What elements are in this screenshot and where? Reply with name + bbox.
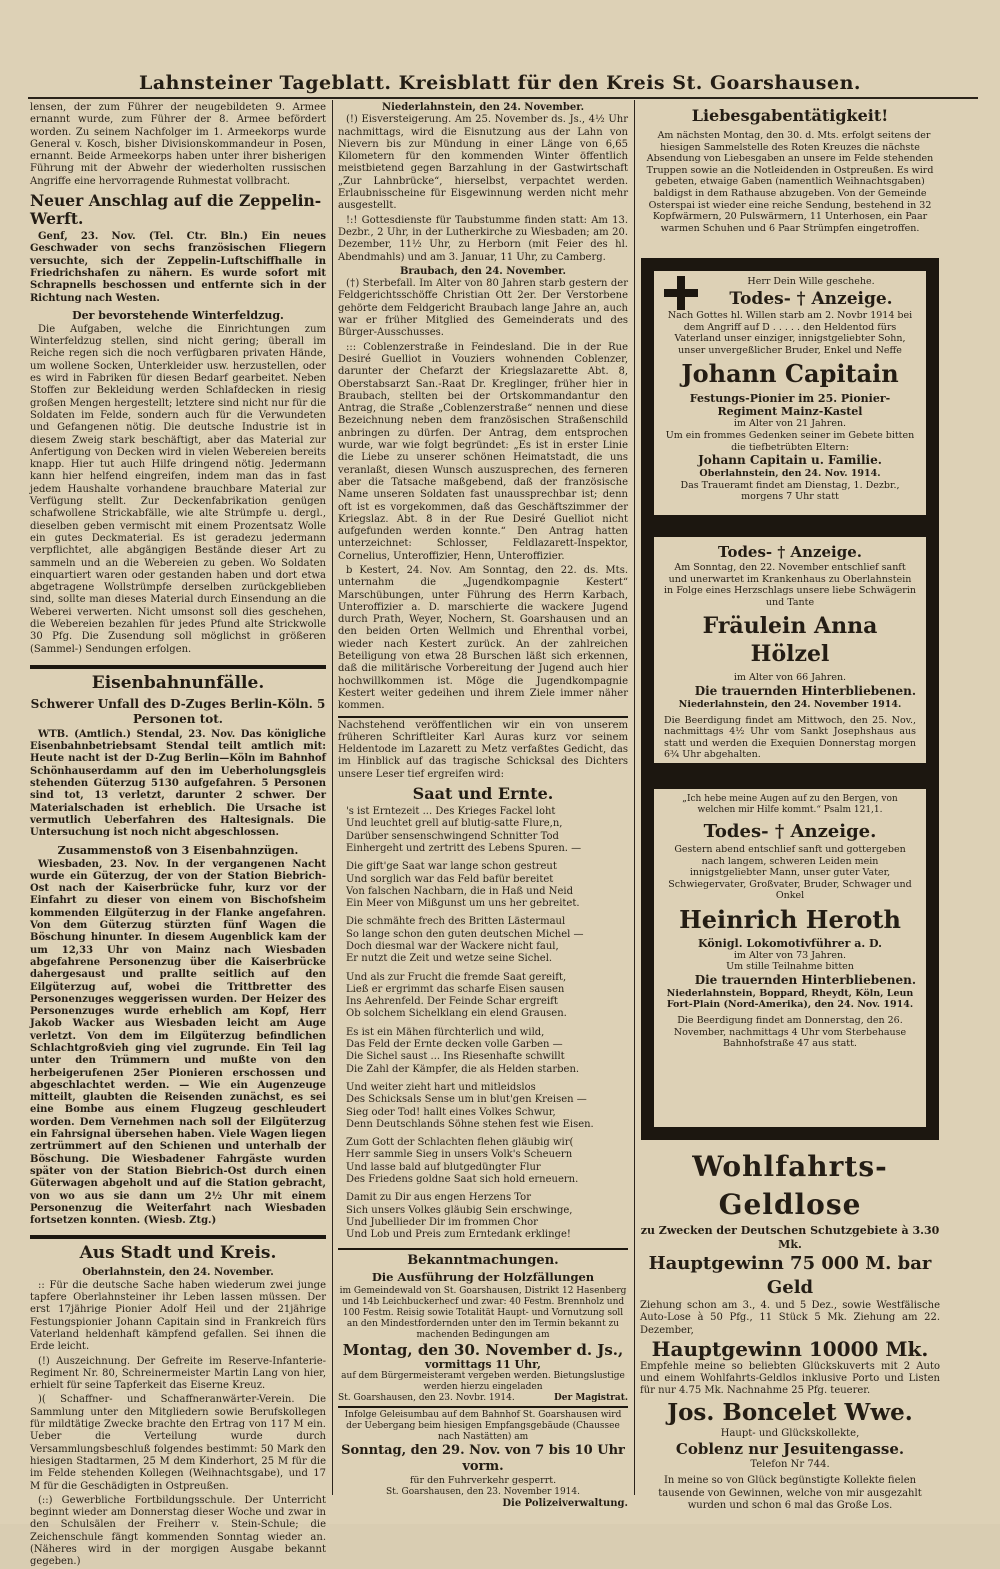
obit-1-header: [664, 276, 916, 310]
notice-1-place: auf dem Bürgermeisteramt vergeben werden. Bietungslustige werden hierzu eingeladen: [341, 1370, 625, 1392]
obit-3-request: Um stille Teilnahme bitten: [726, 961, 854, 973]
obit-1-place: Oberlahnstein, den 24. Nov. 1914.: [699, 468, 881, 480]
poem-line: Es ist ein Mähen fürchterlich und wild,: [346, 1026, 545, 1038]
masthead-rule: [28, 97, 978, 99]
poem-intro: Nachstehend veröffentlichen wir ein von unserem früheren Schriftleiter Karl Auras kurz vor seinem Heldentode im Lazarett zu Metz verfaßtes Gedicht, das im Hinblick auf das tragische Schicksal des Dichters unsere Leser tief ergreifen wird:: [338, 719, 628, 780]
firm-phone: Telefon Nr 744.: [750, 1459, 830, 1471]
obit-3-rank: Königl. Lokomotivführer a. D.: [698, 936, 882, 950]
dateline-oberlahnstein: Oberlahnstein, den 24. November.: [82, 1267, 274, 1279]
poem-line: Ein Meer von Mißgunst um uns her gebreitet.: [346, 898, 580, 910]
poem-line: Und als zur Frucht die fremde Saat gereift,: [346, 971, 567, 983]
dateline-braubach: Braubach, den 24. November.: [399, 265, 566, 277]
section-rule-2: [30, 1231, 326, 1239]
lottery-title: Wohlfahrts-Geldlose: [692, 1150, 888, 1221]
notice-1-signoff: St. Goarshausen, den 23. Novbr. 1914.: [338, 1392, 515, 1403]
news-kestert: b Kestert, 24. Nov. Am Sonntag, den 22. ds. Mts. unternahm die „Jugendkompagnie Kestert“ Marschübungen, unter Führung des Herrn Karbach, Unteroffizier a. D. marschierte die wackere Jugend durch Prath, Weyer, Nochern, St. Goarshausen und an den beiden Orten Wellmich und Ehrenthal vorbei, wieder nach Kestert zurück. An der zahlreichen Beteiligung von etwa 28 Burschen läßt sich erkennen, daß die militärische Vorbereitung der Jugend auch hier hochwillkommen ist. Möge die Jugendkompagnie Kestert weiter gedeihen und ihrem Ziele immer näher kommen.: [338, 564, 628, 712]
poem-line: Er nutzt die Zeit und wetze seine Sichel.: [346, 953, 553, 965]
notice-1-title: Die Ausführung der Holzfällungen: [371, 1269, 595, 1284]
masthead: Lahnsteiner Tageblatt. Kreisblatt für den Kreis St. Goarshausen.: [138, 72, 862, 94]
poem-stanza: [346, 806, 628, 855]
obit-3-motto: „Ich hebe meine Augen auf zu den Bergen, von welchen mir Hilfe kommt.“ Psalm 121,1.: [682, 794, 898, 815]
local-news-4: (::) Gewerbliche Fortbildungsschule. Der Unterricht beginnt wieder am Donnerstag dieser Woche und zwar in den Schulsälen der Freiherr v. Stein-Schule; die Zeichenschule fängt kommenden Sonntag wieder an. (Näheres wird in der morgigen Ausgabe bekannt gegeben.): [30, 1494, 326, 1568]
section-local: Aus Stadt und Kreis.: [79, 1243, 277, 1264]
poem-line: Sich unsers Volkes gläubig Sein erschwinge,: [346, 1204, 573, 1216]
poem-line: Einhergeht und zertritt des Lebens Spuren. —: [346, 842, 582, 854]
article-winter: Die Aufgaben, welche die Einrichtungen zum Winterfeldzug stellen, sind nicht gering; überall im Reiche regen sich die noch verfügbaren privaten Hände, um wollene Socken, Unterkleider usw. herzustellen, oder es wird in Fabriken für diesen Bedarf gearbeitet. Neben Stoffen zur Bekleidung werden Schlafdecken in riesig großen Mengen hergestellt; letztere sind nicht nur für die Soldaten im Felde, sondern auch für die Verwundeten und Gefangenen nötig. Die deutsche Industrie ist in diesem Zweig stark beschäftigt, aber das Material zur Anfertigung von Decken wird in vielen Webereien bereits knapp. Hier tut auch Hilfe dringend nötig. Jedermann kann hier helfend eingreifen, indem man das in fast jedem Haushalte vorhandene brauchbare Material zur Verfügung stellt. Zur Deckenfabrikation genügen schafwollene Strickabfälle, wie alte Strümpfe u. dergl., dieselben geben vermischt mit einem Prozentsatz Wolle ein gutes Deckmaterial. Es ist geradezu jedermann verpflichtet, alle abgängigen Bestände dieser Art zu sammeln und an die Webereien zu geben. Wo Soldaten einquartiert waren oder gestanden haben und dort etwa abgetragene Wollstrümpfe derselben zurückgeblieben sind, sollte man dieses Material durch Einsendung an die Weberei verwerten. Nicht umsonst soll dies geschehen, die Webereien bezahlen für jedes Pfund alte Strickwolle 30 Pfg. Die Zusendung soll möglichst in größeren (Sammel-) Sendungen erfolgen.: [30, 323, 326, 655]
obit-3-title: Todes- † Anzeige.: [703, 821, 877, 842]
poem-line: Darüber sensenschwingend Schnitter Tod: [346, 830, 559, 842]
column-2: [338, 102, 628, 1510]
lottery-purpose: zu Zwecken der Deutschen Schutzgebiete à 3.30 Mk.: [640, 1224, 940, 1251]
poem-line: Die Zahl der Kämpfer, die als Helden starben.: [346, 1063, 580, 1075]
lottery-text-2: Empfehle meine so beliebten Glückskuverts mit 2 Auto und einem Wohlfahrts-Geldlos inklusive Porto und Listen für nur 4.75 Mk. Nachnahme 25 Pfg. teuerer.: [640, 1360, 940, 1397]
poem-line: 's ist Erntezeit ... Des Krieges Fackel loht: [346, 806, 556, 818]
notice-1-time: vormittags 11 Uhr,: [425, 1357, 541, 1371]
local-news-3: )( Schaffner- und Schaffneranwärter-Verein. Die Sammlung unter den Mitgliedern sowie Berufskollegen für mildtätige Zwecke brachte den Ertrag von 117 M ein. Ueber die Verteilung wurde durch Versammlungsbeschluß folgendes bestimmt: 50 Mark den hiesigen Stadtarmen, 25 M dem Kinderhort, 25 M für die im Felde stehenden Kollegen (Weihnachtsgabe), und 17 M für die Geschädigten in Ostpreußen.: [30, 1394, 326, 1492]
article-rail: WTB. (Amtlich.) Stendal, 23. Nov. Das königliche Eisenbahnbetriebsamt Stendal teilt amtlich mit: Heute nacht ist der D-Zug Berlin—Köln im Bahnhof Schönhauserdamm auf den im Ueberholungsgleis stehenden Güterzug 5130 aufgefahren. 5 Personen sind tot, 13 verletzt, darunter 2 schwer. Der Materialschaden ist erheblich. Die Ursache ist vermutlich Ueberfahren des Haltesignals. Die Untersuchung ist noch nicht abgeschlossen.: [30, 728, 326, 839]
column-1: [30, 102, 326, 1568]
headline-zeppelin: Neuer Anschlag auf die Zeppelin-Werft.: [30, 191, 322, 229]
obit-1-name: Johann Capitain: [681, 359, 899, 389]
news-coblenzerstrasse: ::: Coblenzerstraße in Feindesland. Die in der Rue Desiré Guelliot in Vouziers wohnenden Coblenzer, darunter der Chefarzt der Kriegslazarette Abt. 8, Oberstabsarzt San.-Raat Dr. Kreglinger, früher hier in Braubach, stellten bei der Ortskommandantur den Antrag, die Straße „Coblenzerstraße“ nennen und diese Bezeichnung neben dem französischen Straßenschild anbringen zu dürfen. Der Antrag, dem entsprochen wurde, war wie folgt begründet: „Es ist in erster Linie die Liebe zu unserer schönen Heimatstadt, die uns veranlaßt, diesen Wunsch auszusprechen, des ferneren aber die Tatsache maßgebend, daß der französische Name unseren Soldaten fast unaussprechbar ist; denn oft ist es vorgekommen, daß das Geschäftszimmer der Kriegslaz. Abt. 8 in der Rue Desiré Guelliot nicht aufgefunden werden konnte.“ Den Antrag hatten unterzeichnet: Schlosser, Feldlazarett-Inspektor, Cornelius, Unteroffizier, Henn, Unteroffizier.: [338, 341, 628, 562]
poem-line: Des Schicksals Sense um in blut'gen Kreisen —: [346, 1094, 587, 1106]
poem-line: Ließ er ergrimmt das scharfe Eisen sausen: [346, 983, 565, 995]
column-3: [640, 102, 940, 252]
poem-title: Saat und Ernte.: [412, 784, 554, 804]
obit-1-title: Todes- † Anzeige.: [729, 288, 893, 309]
firm-subtitle: Haupt- und Glückskollekte,: [720, 1427, 860, 1439]
poem-line: Die gift'ge Saat war lange schon gestreut: [346, 861, 557, 873]
poem-body: [338, 806, 628, 1242]
headline-collision: Zusammenstoß von 3 Eisenbahnzügen.: [57, 843, 299, 857]
lottery-ad: [640, 1148, 940, 1511]
poem-stanza: [346, 861, 628, 910]
poem-line: Die schmähte frech des Britten Lästermaul: [346, 916, 566, 928]
notice-rule: [338, 1406, 628, 1408]
column-rule-left: [332, 100, 333, 1495]
news-death: (†) Sterbefall. Im Alter von 80 Jahren starb gestern der Feldgerichtsschöffe Christian Ott 2er. Der Verstorbene gehörte dem Feldgericht Braubach lange Jahre an, auch war er früher Mitglied des Gemeinderats und des Bürger-Ausschusses.: [338, 278, 628, 339]
poem-stanza: [346, 1082, 628, 1131]
poem-line: Und sorglich war das Feld bafür bereitet: [346, 873, 554, 885]
poem-line: Denn Deutschlands Söhne stehen fest wie Eisen.: [346, 1118, 594, 1130]
article-intro: lensen, der zum Führer der neugebildeten 9. Armee ernannt wurde, zum Führer der 8. Armee befördert worden. Zu seinem Nachfolger im 1. Armeekorps wurde General v. Kosch, bisher Divisionskommandeur in Posen, ernannt. Beide Armeekorps haben unter ihrer bisherigen Führung mit der Abwehr der wiederholten russischen Angriffe eine hervorragende Ruhmestat vollbracht.: [30, 102, 326, 187]
headline-rail: Schwerer Unfall des D-Zuges Berlin-Köln. 5 Personen tot.: [30, 696, 326, 726]
news-services: !:! Gottesdienste für Taubstumme finden statt: Am 13. Dezbr., 2 Uhr, in der Lutherkirche zu Wiesbaden; am 20. Dezember, 11½ Uhr, zu Herborn (mit Feier des hl. Abendmahls) und am 3. Januar, 11 Uhr, zu Camberg.: [338, 214, 628, 263]
obit-1-text: Nach Gottes hl. Willen starb am 2. Novbr 1914 bei dem Angriff auf D . . . . . den Heldentod fürs Vaterland unser einziger, innigstgeliebter Sohn, unser unvergeßlicher Bruder, Enkel und Neffe: [667, 310, 913, 356]
section-rail: Eisenbahnunfälle.: [91, 672, 265, 693]
lottery-second-prize: Hauptgewinn 10000 Mk.: [651, 1336, 929, 1361]
section-rule: [30, 660, 326, 669]
column-rule-right: [634, 100, 635, 1495]
section-notices: Bekanntmachungen.: [407, 1252, 559, 1268]
poem-line: Ob solchem Sichelklang ein elend Grausen.: [346, 1008, 567, 1020]
obit-2-text: Am Sonntag, den 22. November entschlief sanft und unerwartet im Krankenhaus zu Oberlahnstein in Folge eines Herzschlags unsere liebe Schwägerin und Tante: [664, 562, 916, 608]
poem-line: Und lasse bald auf blutgedüngter Flur: [346, 1161, 541, 1173]
notice-2-authority: Die Polizeiverwaltung.: [502, 1498, 628, 1510]
poem-line: Das Feld der Ernte decken volle Garben —: [346, 1039, 563, 1051]
poem-stanza: [346, 1137, 628, 1186]
headline-charity: Liebesgabentätigkeit!: [691, 106, 889, 125]
poem-line: Sieg oder Tod! hallt eines Volkes Schwur,: [346, 1106, 556, 1118]
poem-line: Und weiter zieht hart und mitleidslos: [346, 1081, 536, 1093]
obituary-hoelzel: [641, 524, 939, 776]
poem-line: Und leuchtet grell auf blutig-satte Flure,n,: [346, 818, 563, 830]
firm-text: In meine so von Glück begünstigte Kollekte fielen tausende von Gewinnen, welche von mir ausgezahlt wurden und schon 6 mal das Große Los.: [658, 1475, 922, 1511]
local-news-1: :: Für die deutsche Sache haben wiederum zwei junge tapfere Oberlahnsteiner ihr Leben lassen müssen. Der erst 17jährige Pionier Adolf Heil und der 21jährige Festungspionier Johann Capitain sind in Frankreich fürs Vaterland heldenhaft kämpfend gefallen. Sei ihnen die Erde leicht.: [30, 1279, 326, 1353]
article-charity: Am nächsten Montag, den 30. d. Mts. erfolgt seitens der hiesigen Sammelstelle des Roten Kreuzes die nächste Absendung von Liebesgaben an unsere im Felde stehenden Truppen sowie an die Notleidenden in Ostpreußen. Es wird gebeten, etwaige Gaben (namentlich Weihnachtsgaben) baldigst in dem Rathause abzugeben. Von der Gemeinde Osterspai ist wieder eine reiche Sendung, bestehend in 32 Kopfwärmern, 20 Pulswärmern, 11 Unterhosen, ein Paar warmen Schuhen und 6 Paar Strümpfen eingetroffen.: [646, 130, 934, 234]
obit-2-place: Niederlahnstein, den 24. November 1914.: [678, 698, 902, 710]
lottery-text: Ziehung schon am 3., 4. und 5 Dez., sowie Westfälische Auto-Lose à 50 Pfg., 11 Stück 5 Mk. Ziehung am 22. Dezember,: [640, 1300, 940, 1336]
poem-line: Zum Gott der Schlachten flehen gläubig wir(: [346, 1137, 574, 1149]
obit-1-rank: Festungs-Pionier im 25. Pionier-Regiment Mainz-Kastel: [689, 392, 891, 419]
obit-2-name: Fräulein Anna Hölzel: [702, 613, 878, 668]
firm-address: Coblenz nur Jesuitengasse.: [675, 1440, 905, 1459]
firm-name: Jos. Boncelet Wwe.: [667, 1398, 913, 1426]
notice-2-date: Sonntag, den 29. Nov. von 7 bis 10 Uhr vorm.: [341, 1442, 625, 1474]
lottery-main-prize: Hauptgewinn 75 000 M. bar Geld: [648, 1253, 932, 1298]
obit-2-service: Die Beerdigung findet am Mittwoch, den 25. Nov., nachmittags 4½ Uhr vom Sankt Josephshaus aus statt und werden die Exequien Donnerstag morgen 6¾ Uhr abgehalten.: [664, 714, 916, 761]
obit-3-text: Gestern abend entschlief sanft und gottergeben nach langem, schweren Leiden mein innigstgeliebter Mann, unser guter Vater, Schwiegervater, Großvater, Bruder, Schwager und Onkel: [668, 844, 912, 902]
notice-2-signoff: St. Goarshausen, den 23. November 1914.: [386, 1487, 580, 1498]
poem-line: Die Sichel saust ... Ins Riesenhafte schwillt: [346, 1051, 565, 1063]
obit-2-mourners: Die trauernden Hinterbliebenen.: [694, 683, 916, 698]
local-news-2: (!) Auszeichnung. Der Gefreite im Reserve-Infanterie-Regiment Nr. 80, Schreinermeister Martin Lang von hier, erhielt für seine Tapferkeit das Eiserne Kreuz.: [30, 1355, 326, 1392]
poem-line: Damit zu Dir aus engen Herzens Tor: [346, 1192, 531, 1204]
notice-1-text: im Gemeindewald von St. Goarshausen, Distrikt 12 Hasenberg und 14b Leichbuckerhecf und zwar: 40 Festm. Brennholz und 100 Festm. Reisig sowie Totalität Haupt- und Vornutzung soll an den Mindestfordernden unter den im Termin bekannt zu machenden Bedingungen am: [339, 1285, 627, 1340]
article-collision: Wiesbaden, 23. Nov. In der vergangenen Nacht wurde ein Güterzug, der von der Station Biebrich-Ost nach der Kaiserbrücke fuhr, kurz vor der Einfahrt zu dieser von einem von Bischofsheim kommenden Eilgüterzug in der Flanke angefahren. Von dem Güterzug stürzten fünf Wagen die Böschung hinunter. In diesem Augenblick kam der um 12,33 Uhr von Mainz nach Wiesbaden abgefahrene Personenzug über die Kaiserbrücke dahergesaust und prallte seitlich auf den Eilgüterzug auf, wobei die Trittbretter des Personenzuges weggerissen wurden. Der Heizer des Personenzuges wurde erheblich am Kopf, Herr Jakob Wacker aus Wiesbaden leicht am Auge verletzt. Von dem im Eilgüterzug befindlichen Schlachtgroßvieh ging viel zugrunde. Ein Teil lag unter den Trümmern und mußte von den herbeigerufenen 25er Pionieren erschossen und abgeschlachtet werden. — Wie ein Augenzeuge mitteilt, glaubten die Reisenden zunächst, es sei eine Bombe aus einem Flugzeug geschleudert worden. Dem Vernehmen nach soll der Eilgüterzug ein Fahrsignal übersehen haben. Viele Wagen liegen zertrümmert auf den Schienen und unterhalb der Böschung. Die Wiesbadener Fahrgäste wurden später von der Station Biebrich-Ost durch einen Güterwagen abgeholt und auf die Station gebracht, von wo aus sie dann um 2½ Uhr mit einem Personenzug die Weiterfahrt nach Wiesbaden fortsetzen konnten. (Wiesb. Ztg.): [30, 858, 326, 1227]
obit-3-service: Die Beerdigung findet am Donnerstag, den 26. November, nachmittags 4 Uhr vom Sterbehause Bahnhofstraße 47 aus statt.: [673, 1014, 907, 1050]
obit-2-title: Todes- † Anzeige.: [718, 543, 862, 561]
obit-3-mourners: Die trauernden Hinterbliebenen.: [694, 972, 916, 987]
poem-rule: [338, 716, 628, 718]
news-ice-auction: (!) Eisversteigerung. Am 25. November ds. Js., 4½ Uhr nachmittags, wird die Eisnutzung aus der Lahn von Nievern bis zur Mündung in einer Länge von 6,65 Kilometern für den kommenden Winter öffentlich meistbietend gegen Barzahlung in der Gastwirtschaft „Zur Lahnbrücke“, hierselbst, verpachtet werden. Erlaubnisscheine für Eisgewinnung werden nicht mehr ausgestellt.: [338, 114, 628, 212]
notice-1-date: Montag, den 30. November d. Js.,: [342, 1340, 624, 1359]
obit-2-age: im Alter von 66 Jahren.: [733, 672, 847, 684]
poem-line: Ins Aehrenfeld. Der Feinde Schar ergreift: [346, 996, 558, 1008]
obit-1-family: Johann Capitain u. Familie.: [698, 453, 882, 468]
poem-line: Von falschen Nachbarn, die in Haß und Neid: [346, 885, 573, 897]
poem-stanza: [346, 916, 628, 965]
poem-line: So lange schon den guten deutschen Michel —: [346, 928, 584, 940]
obit-1-age: im Alter von 21 Jahren.: [733, 418, 847, 430]
poem-line: Und Jubellieder Dir im frommen Chor: [346, 1216, 538, 1228]
obit-3-age: im Alter von 73 Jahren.: [733, 949, 847, 961]
poem-line: Und Lob und Preis zum Erntedank erklinge!: [346, 1229, 571, 1241]
obit-3-name: Heinrich Heroth: [679, 904, 901, 934]
iron-cross-icon: [664, 276, 698, 310]
poem-stanza: [346, 1192, 628, 1241]
obit-1-motto: Herr Dein Wille geschehe.: [747, 276, 875, 288]
obit-3-place: Niederlahnstein, Boppard, Rheydt, Köln, Leun Fort-Plain (Nord-Amerika), den 24. Nov. 1914.: [666, 987, 914, 1011]
poem-line: Herr sammle Sieg in unsers Volk's Scheuern: [346, 1149, 573, 1161]
poem-line: Doch diesmal war der Wackere nicht faul,: [346, 941, 559, 952]
obituary-capitain: [641, 258, 939, 528]
poem-stanza: [346, 1027, 628, 1076]
obit-1-request: Um ein frommes Gedenken seiner im Gebete bitten die tiefbetrübten Eltern:: [665, 429, 915, 453]
obit-1-service: Das Traueramt findet am Dienstag, 1. Dezbr., morgens 7 Uhr statt: [680, 479, 900, 503]
dateline-niederlahnstein: Niederlahnstein, den 24. November.: [381, 102, 585, 113]
notices-rule: [338, 1248, 628, 1250]
headline-winter: Der bevorstehende Winterfeldzug.: [72, 308, 284, 322]
article-zeppelin: Genf, 23. Nov. (Tel. Ctr. Bln.) Ein neues Geschwader von sechs französischen Fliegern versuchte, sich der Zeppelin-Luftschiffhalle in Friedrichshafen zu nähern. Es wurde sofort mit Schrapnells beschossen und entfernte sich in der Richtung nach Westen.: [30, 231, 326, 304]
notice-1-authority: Der Magistrat.: [554, 1392, 628, 1403]
poem-stanza: [346, 972, 628, 1021]
obituary-heroth: [641, 776, 939, 1140]
notice-2-closed: für den Fuhrverkehr gesperrt.: [409, 1474, 557, 1486]
notice-2-text: Infolge Geleisumbau auf dem Bahnhof St. Goarshausen wird der Uebergang beim hiesigen Empfangsgebäude (Chaussee nach Nastätten) am: [344, 1409, 622, 1442]
notice-1-footer: [338, 1393, 628, 1404]
poem-line: Des Friedens goldne Saat sich hold erneuern.: [346, 1174, 579, 1186]
